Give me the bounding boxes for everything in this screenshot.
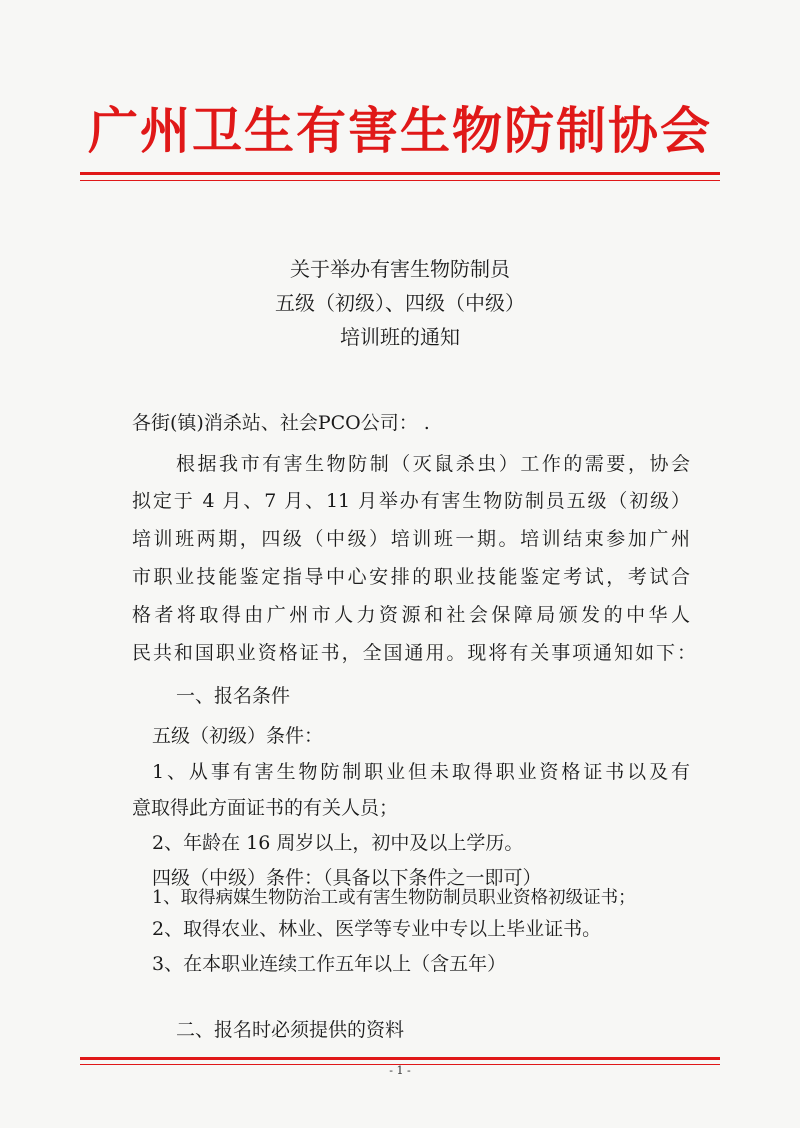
level5-condition-item-cont: 意取得此方面证书的有关人员；	[132, 797, 399, 819]
level4-condition-item: 2、取得农业、林业、医学等专业中专以上毕业证书。	[152, 918, 602, 940]
body-paragraph-line: 格者将取得由广州市人力资源和社会保障局颁发的中华人	[132, 604, 690, 626]
footer-rule-thick	[80, 1057, 720, 1060]
level5-conditions-heading: 五级（初级）条件：	[152, 725, 324, 747]
body-paragraph-line: 拟定于 4 月、7 月、11 月举办有害生物防制员五级（初级）	[132, 490, 690, 512]
section-2-heading: 二、报名时必须提供的资料	[176, 1019, 405, 1041]
level4-conditions-heading: 四级（中级）条件：（具备以下条件之一即可）	[152, 867, 542, 889]
page-number: - 1 -	[389, 1064, 411, 1077]
body-paragraph-line: 市职业技能鉴定指导中心安排的职业技能鉴定考试，考试合	[132, 566, 690, 588]
letterhead-rule-thick	[80, 172, 720, 175]
level4-condition-item: 3、在本职业连续工作五年以上（含五年）	[152, 953, 507, 975]
level5-condition-item: 1、从事有害生物防制职业但未取得职业资格证书以及有	[152, 761, 690, 783]
salutation: 各街(镇)消杀站、社会PCO公司： .	[132, 412, 430, 434]
letterhead-org-name: 广州卫生有害生物防制协会	[88, 101, 712, 160]
notice-title-line-3: 培训班的通知	[340, 325, 460, 349]
notice-title-line-2: 五级（初级）、四级（中级）	[275, 291, 525, 315]
body-paragraph-line: 培训班两期，四级（中级）培训班一期。培训结束参加广州	[132, 528, 690, 550]
level5-condition-item: 2、年龄在 16 周岁以上，初中及以上学历。	[152, 832, 524, 854]
letterhead-rule-thin	[80, 180, 720, 181]
body-paragraph-line: 根据我市有害生物防制（灭鼠杀虫）工作的需要，协会	[176, 453, 690, 475]
section-1-heading: 一、报名条件	[176, 685, 291, 707]
level4-condition-item: 1、取得病媒生物防治工或有害生物防制员职业资格初级证书；	[152, 888, 636, 908]
body-paragraph-line: 民共和国职业资格证书，全国通用。现将有关事项通知如下：	[132, 642, 696, 664]
notice-title-line-1: 关于举办有害生物防制员	[290, 257, 510, 281]
